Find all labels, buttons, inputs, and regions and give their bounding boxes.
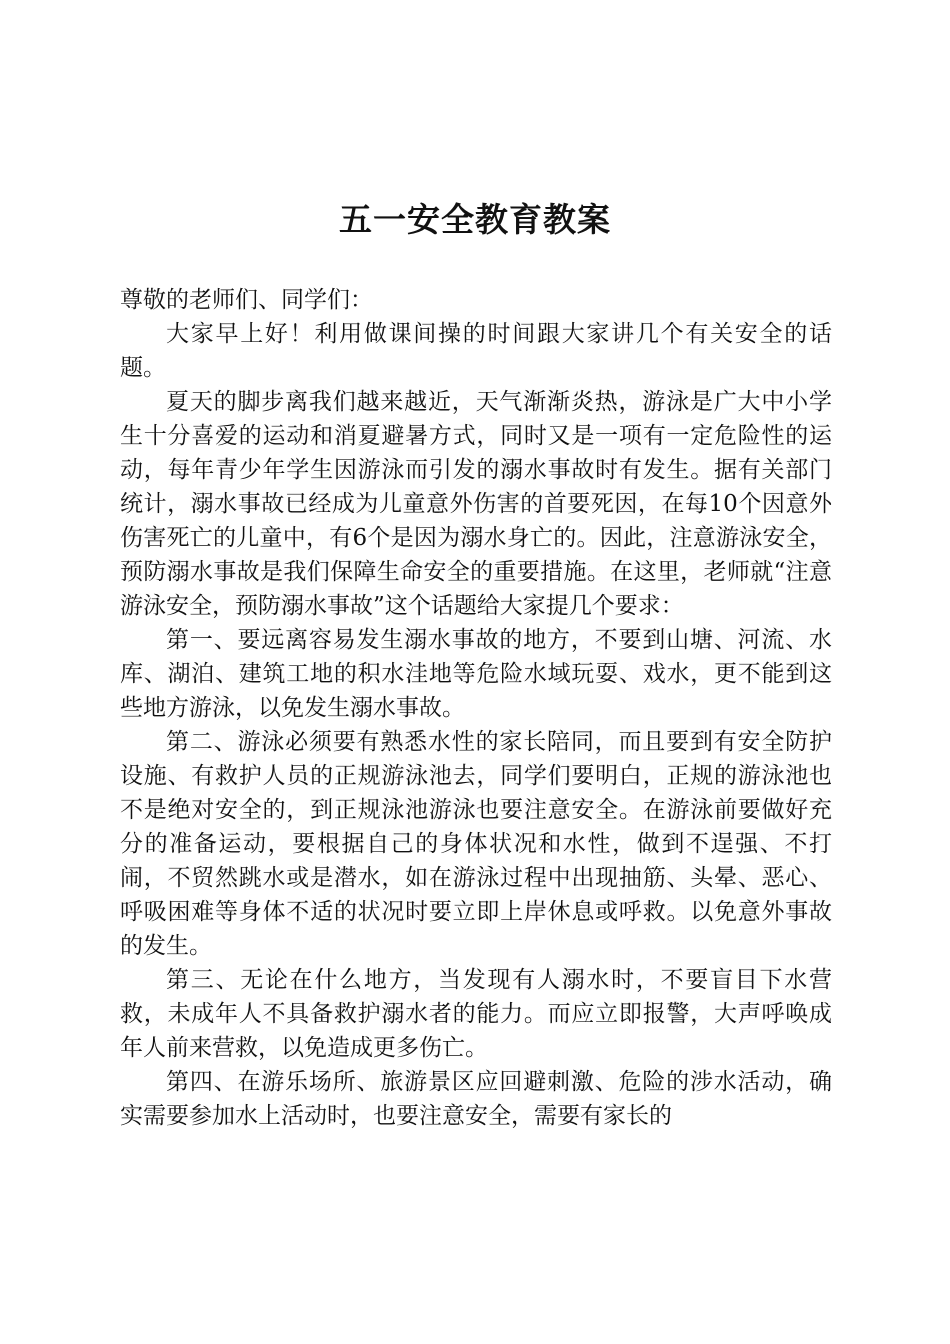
paragraph-rule-3: 第三、无论在什么地方，当发现有人溺水时，不要盲目下水营救，未成年人不具备救护溺水者的能力。而应立即报警，大声呼唤成年人前来营救，以免造成更多伤亡。 <box>120 967 832 1061</box>
salutation: 尊敬的老师们、同学们： <box>120 287 373 313</box>
paragraph-greeting: 大家早上好！利用做课间操的时间跟大家讲几个有关安全的话题。 <box>120 321 832 381</box>
document-title: 五一安全教育教案 <box>339 200 611 239</box>
paragraph-rule-2: 第二、游泳必须要有熟悉水性的家长陪同，而且要到有安全防护设施、有救护人员的正规游泳池去，同学们要明白，正规的游泳池也不是绝对安全的，到正规泳池游泳也要注意安全。在游泳前要做好充分的准备运动，要根据自己的身体状况和水性，做到不逞强、不打闹，不贸然跳水或是潜水，如在游泳过程中出现抽筋、头晕、恶心、呼吸困难等身体不适的状况时要立即上岸休息或呼救。以免意外事故的发生。 <box>120 729 832 959</box>
paragraph-rule-4: 第四、在游乐场所、旅游景区应回避刺激、危险的涉水活动，确实需要参加水上活动时，也要注意安全，需要有家长的 <box>120 1069 832 1129</box>
paragraph-rule-1: 第一、要远离容易发生溺水事故的地方，不要到山塘、河流、水库、湖泊、建筑工地的积水洼地等危险水域玩耍、戏水，更不能到这些地方游泳，以免发生溺水事故。 <box>120 627 832 721</box>
document-body <box>120 283 832 1133</box>
paragraph-intro: 夏天的脚步离我们越来越近，天气渐渐炎热，游泳是广大中小学生十分喜爱的运动和消夏避暑方式，同时又是一项有一定危险性的运动，每年青少年学生因游泳而引发的溺水事故时有发生。据有关部门统计，溺水事故已经成为儿童意外伤害的首要死因，在每10个因意外伤害死亡的儿童中，有6个是因为溺水身亡的。因此，注意游泳安全，预防溺水事故是我们保障生命安全的重要措施。在这里，老师就“注意游泳安全，预防溺水事故”这个话题给大家提几个要求： <box>120 389 832 619</box>
